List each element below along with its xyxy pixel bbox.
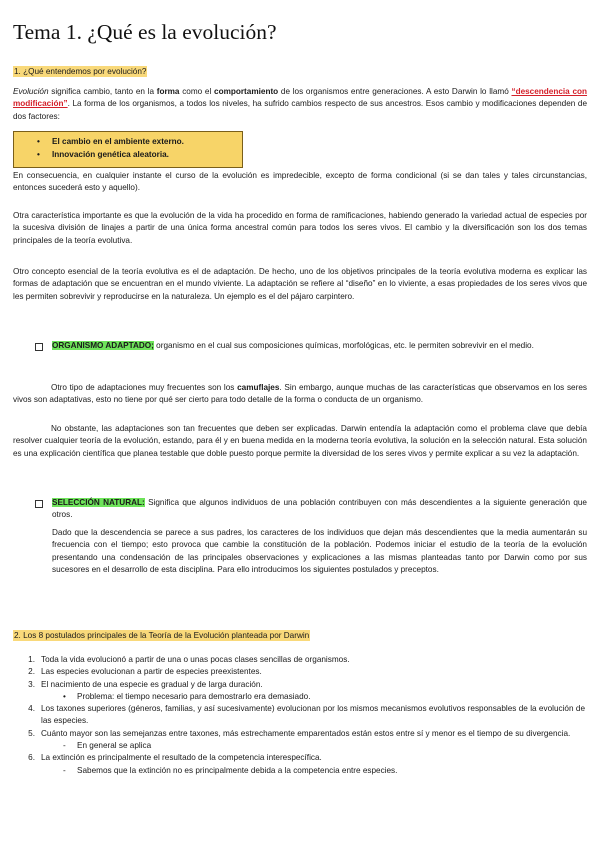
- term-organismo-adaptado: ORGANISMO ADAPTADO;: [52, 341, 154, 350]
- postulate-number: 4.: [28, 704, 35, 714]
- camuflajes-text-1: Otro tipo de adaptaciones muy frecuentes son los: [51, 383, 238, 392]
- checkbox-seleccion[interactable]: [35, 500, 43, 508]
- intro-paragraph: [13, 86, 587, 123]
- paragraph-consequence: En consecuencia, en cualquier instante el curso de la evolución es impredecible, excepto de forma condicional (si se dan tales y tales circunstancias, entonces sucederá esto y aquello).: [13, 171, 587, 193]
- postulate-text: Los taxones superiores (géneros, familias, y así sucesivamente) evolucionan por los mismos mecanismos evolutivos responsables de la evolución de las especies.: [41, 704, 585, 726]
- factor-item: • El cambio en el ambiente externo.: [52, 136, 242, 149]
- term-comportamiento: comportamiento: [214, 87, 279, 96]
- postulate-number: 3.: [28, 679, 35, 689]
- postulate-text: Las especies evolucionan a partir de especies preexistentes.: [41, 667, 262, 677]
- definition-organismo-text: organismo en el cual sus composiciones químicas, morfológicas, etc. le permiten sobrevivir en el medio.: [153, 341, 534, 350]
- paragraph-branching: Otra característica importante es que la evolución de la vida ha procedido en forma de ramificaciones, habiendo generado la variedad actual de especies por la sucesiva división de linajes a partir de una única forma ancestral común para todos los seres vivos. El cambio y la diversificación son los dos temas principales de la teoría evolutiva.: [13, 211, 587, 245]
- term-seleccion-natural: SELECCIÓN NATURAL:: [52, 498, 145, 507]
- camuflajes-text-2: . Sin embargo, aunque muchas de las características que observamos en los seres vivos son adaptativas, esto no tiene por qué ser cierto para todo detalle de la forma o conducta de un organismo.: [13, 383, 587, 405]
- dash-mark: -: [63, 741, 66, 751]
- term-descendencia: “descendencia con modificación”: [13, 87, 588, 109]
- page-title: Tema 1. ¿Qué es la evolución?: [13, 20, 277, 44]
- postulate-item: [19, 666, 585, 678]
- definition-organismo: [52, 340, 587, 352]
- term-evolucion: Evolución: [13, 87, 49, 96]
- postulate-item: [19, 752, 585, 777]
- paragraph-camuflajes: [13, 382, 587, 407]
- term-forma: forma: [156, 87, 180, 96]
- checkbox-organismo[interactable]: [35, 343, 43, 351]
- subitem-text: Problema: el tiempo necesario para demostrarlo era demasiado.: [77, 691, 311, 701]
- postulate-text: La extinción es principalmente el resultado de la competencia interespecífica.: [41, 753, 322, 763]
- paragraph-explicar: No obstante, las adaptaciones son tan frecuentes que deben ser explicadas. Darwin entendía la adaptación como el problema clave que debía resolver cualquier teoría de la evolución, estando, para él y en buena medida en la moderna teoría evolutiva, la solución en la selección natural. Esta solución es una explicación científica que planea testable que doble puesto porque permite la diversidad de los seres vivos y permite explicar a su vez la adaptación.: [13, 424, 587, 458]
- postulate-number: 1.: [28, 655, 35, 664]
- postulate-item: [19, 728, 585, 753]
- postulate-text: Cuánto mayor son las semejanzas entre taxones, más estrechamente emparentados están estos entre sí y menor es el tiempo de su divergencia.: [41, 728, 571, 738]
- postulate-subitem: [41, 691, 585, 703]
- postulates-list: [19, 654, 585, 777]
- paragraph-adaptation: Otro concepto esencial de la teoría evolutiva es el de adaptación. De hecho, uno de los objetivos principales de la teoría evolutiva moderna es explicar las formas de adaptación que se encuentran en el mundo viviente. La adaptación se refiere al “diseño” en lo viviente, a esas propiedades de los seres vivos que les permiten sobrevivir y reproducirse en la naturaleza. Un ejemplo es el del pájaro carpintero.: [13, 267, 587, 301]
- postulate-text: El nacimiento de una especie es gradual y de larga duración.: [41, 679, 263, 689]
- section-2-heading-line: [13, 630, 587, 642]
- section-1-heading-line: [13, 66, 587, 78]
- postulate-subitem: [41, 765, 585, 777]
- postulate-number: 6.: [28, 753, 35, 763]
- postulate-number: 2.: [28, 667, 35, 677]
- postulate-item: [19, 703, 585, 728]
- postulate-item: [19, 654, 585, 666]
- definition-seleccion: [52, 497, 587, 522]
- postulates-container: [19, 654, 585, 777]
- postulate-subitem: [41, 740, 585, 752]
- dash-mark: -: [63, 765, 66, 775]
- bullet-mark: •: [63, 691, 66, 701]
- factors-box: [13, 131, 243, 168]
- postulate-number: 5.: [28, 728, 35, 738]
- term-camuflajes: camuflajes: [237, 383, 280, 392]
- factor-item: • Innovación genética aleatoria.: [52, 149, 242, 162]
- intro-text-1: significa cambio, tanto en la: [48, 87, 157, 96]
- section-1-heading: 1. ¿Qué entendemos por evolución?: [14, 67, 147, 76]
- postulate-text: Toda la vida evolucionó a partir de una o unas pocas clases sencillas de organismos.: [41, 655, 350, 664]
- subitem-text: Sabemos que la extinción no es principalmente debida a la competencia entre especies.: [77, 765, 398, 775]
- intro-text-2: como el: [179, 87, 215, 96]
- intro-text-3: de los organismos entre generaciones. A esto Darwin lo llamó: [278, 87, 512, 96]
- postulate-item: [19, 679, 585, 704]
- section-2-heading: 2. Los 8 postulados principales de la Teoría de la Evolución planteada por Darwin: [14, 631, 310, 640]
- definition-seleccion-text: Significa que algunos individuos de una población contribuyen con más descendientes a la siguiente generación que otros.: [52, 498, 587, 520]
- subitem-text: En general se aplica: [77, 741, 152, 751]
- factors-list: [14, 136, 242, 161]
- paragraph-seleccion-cont: Dado que la descendencia se parece a sus padres, los caracteres de los individuos que dejan más descendientes que la media aumentarán su frecuencia con el tiempo; esto provoca que cambie la constitución de la población. Podemos iniciar el estudio de la teoría de la evolución presentando una condensación de las principales observaciones y explicaciones a las mismas planteadas tanto por Darwin como por sus sucesores en el desarrollo de esta disciplina. Para ello introducimos los siguientes postulados y preceptos.: [52, 528, 587, 574]
- intro-text-4: . La forma de los organismos, a todos los niveles, ha sufrido cambios respecto de sus ancestros. Esos cambio y modificaciones dependen de dos factores:: [13, 99, 587, 121]
